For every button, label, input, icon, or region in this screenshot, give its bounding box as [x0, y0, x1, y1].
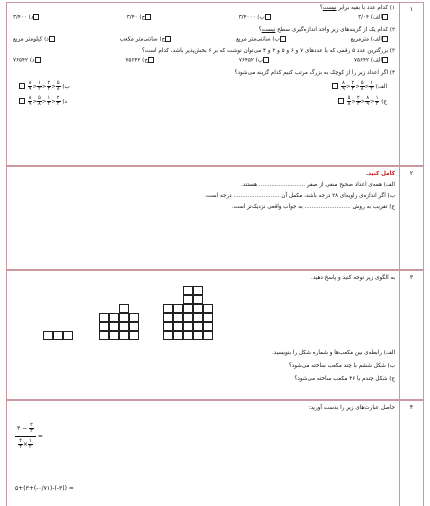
- checkbox[interactable]: [33, 14, 39, 20]
- question-intro: حاصل عبارت‌های زیر را بدست آورید:: [308, 405, 395, 411]
- question-1a: ۱) کدام عدد با بقیه برابر نیست؟: [319, 5, 395, 11]
- options-1a: [11, 14, 395, 22]
- question-body: [7, 3, 399, 165]
- checkbox[interactable]: [49, 36, 55, 42]
- question-number: ۴: [399, 401, 423, 506]
- option[interactable]: الف) مترمربع: [351, 36, 389, 44]
- fill-line: ج) تقریب به روش .......................... به جواب واقعی نزدیک‌تر است.: [231, 204, 395, 210]
- option[interactable]: ج) ۱ ۲ < ۸ ۹ < ۲ ۳ < ۵ ۸: [338, 96, 387, 107]
- checkbox[interactable]: [145, 14, 151, 20]
- option[interactable]: ج) ۳/۴۰: [127, 14, 152, 22]
- question-item: ج) شکل چندم با ۴۶ مکعب ساخته می‌شود؟: [294, 376, 395, 382]
- expression-2: ۵+(۳+(-۰/۷۱)-(-۳)) =: [15, 485, 74, 492]
- question-1b: ۲) کدام یک از گزینه‌های زیر واحد اندازه‌گیری سطح نیست؟: [258, 26, 395, 33]
- question-1c: ۳) بزرگترین عدد ۵ رقمی که با عددهای ۷ و ۶ و ۵ و ۲ و ۴ می‌توان نوشت که بر ۶ بخش‌پذیر باشد، کدام است؟: [141, 48, 395, 54]
- option[interactable]: د) ۲ ۳ < ۱ ۲ < ۵ ۸ < ۸ ۹: [19, 96, 67, 107]
- option[interactable]: ب) سانتی‌متر مربع: [236, 36, 287, 44]
- question-row-2: [6, 166, 424, 270]
- checkbox[interactable]: [332, 83, 338, 89]
- question-number: ۲: [399, 167, 423, 269]
- question-row-3: [6, 270, 424, 400]
- expression-1: ۳ − ۲ ۳ ۴ ۳ × ۱ ۲ =: [17, 422, 43, 450]
- checkbox[interactable]: [263, 57, 269, 63]
- checkbox[interactable]: [148, 57, 154, 63]
- option[interactable]: ب) ۳/۴۰۰۰: [239, 14, 272, 22]
- checkbox[interactable]: [382, 57, 388, 63]
- checkbox[interactable]: [265, 14, 271, 20]
- question-body: [7, 167, 399, 269]
- checkbox[interactable]: [382, 36, 388, 42]
- question-item: ب) شکل ششم با چند مکعب ساخته می‌شود؟: [288, 363, 395, 369]
- fraction-options-row-1: [11, 81, 395, 92]
- question-row-1: [6, 2, 424, 166]
- options-1b: [11, 36, 395, 44]
- question-number: ۱: [399, 3, 423, 165]
- checkbox[interactable]: [165, 36, 171, 42]
- question-1d: ۴) اگر اعداد زیر را از کوچک به بزرگ مرتب کنیم کدام گزینه می‌شود؟: [234, 69, 395, 76]
- checkbox[interactable]: [19, 83, 25, 89]
- checkbox[interactable]: [382, 14, 388, 20]
- option[interactable]: الف) ۱ ۲ < ۵ ۸ < ۲ ۳ < ۸ ۹: [332, 81, 387, 92]
- checkbox[interactable]: [338, 98, 344, 104]
- fill-line: ب) اگر اندازه‌ی زاویه‌ای ۲۸ درجه باشد، مکمل آن .......................... درجه است.: [204, 193, 395, 199]
- checkbox[interactable]: [19, 98, 25, 104]
- option[interactable]: الف) ۷۵۶۴۲: [354, 57, 389, 65]
- question-item: الف) رابطه‌ی بین مکعب‌ها و شماره شکل را بنویسید.: [272, 350, 395, 356]
- option[interactable]: د) کیلومتر مربع: [13, 36, 56, 44]
- option[interactable]: ج) ۷۵۶۴۲: [125, 57, 155, 65]
- option[interactable]: د) ۷۶۵۴۲: [13, 57, 41, 65]
- question-intro: به الگوی زیر توجه کنید و پاسخ دهید.: [311, 275, 395, 281]
- checkbox[interactable]: [280, 36, 286, 42]
- option[interactable]: ج) سانتی‌متر مکعب: [120, 36, 173, 44]
- checkbox[interactable]: [35, 57, 41, 63]
- question-row-4: [6, 400, 424, 506]
- options-1c: [11, 57, 395, 65]
- fill-line: الف) همه‌ی اعداد صحیح منفی از صفر .......................... هستند.: [241, 182, 395, 188]
- option[interactable]: ب) ۷۶۴۵۲: [239, 57, 270, 65]
- fraction-options-row-2: [11, 96, 395, 107]
- option[interactable]: الف) ۳/۰۴: [358, 14, 389, 22]
- option[interactable]: د) ۳/۴۰۰: [13, 14, 40, 22]
- section-title: کامل کنید.: [366, 171, 395, 177]
- question-number: ۳: [399, 271, 423, 399]
- option[interactable]: ب) ۵ ۸ < ۲ ۳ < ۱ ۲ < ۸ ۹: [19, 81, 70, 92]
